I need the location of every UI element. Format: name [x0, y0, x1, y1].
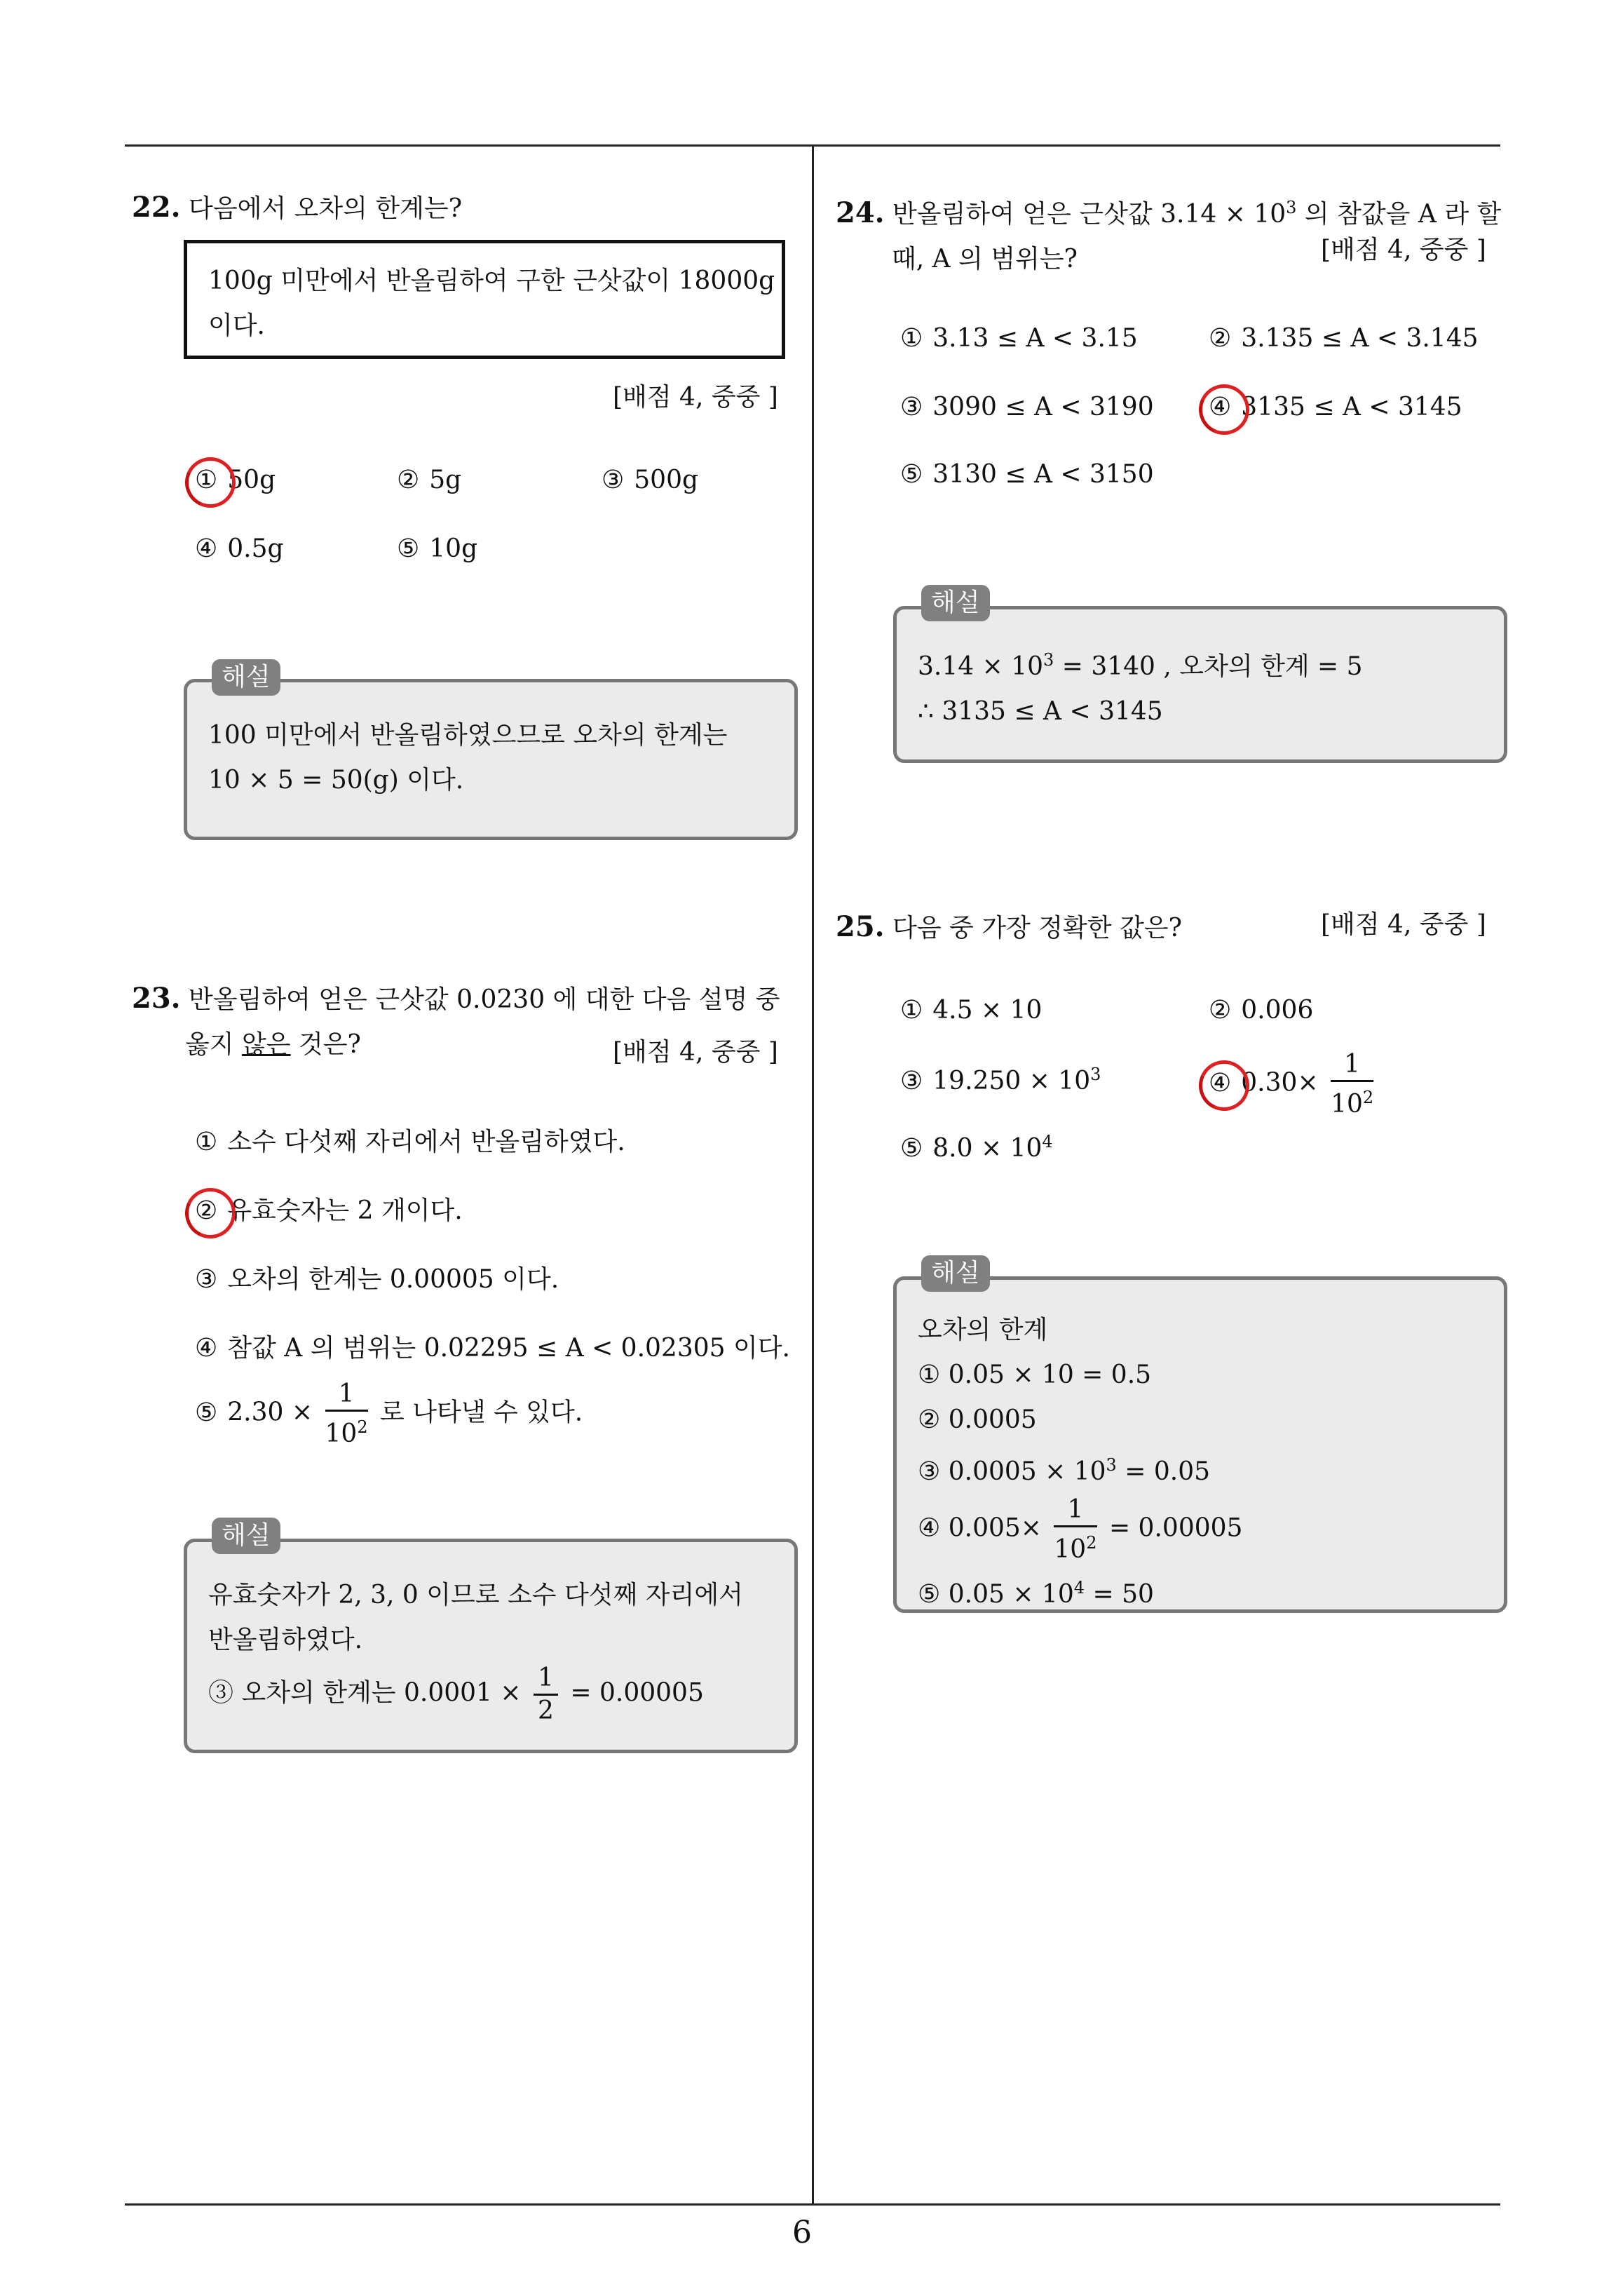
option-text: 2.30 × [227, 1398, 313, 1427]
solution-title: 오차의 한계 [918, 1316, 1048, 1344]
option-text: $8.0 \times 10^4$ [932, 1132, 1053, 1163]
question-text: 때, A 의 범위는? [892, 245, 1078, 274]
solution-text: ① 0.05 × 10 = 0.5 [918, 1360, 1152, 1389]
fraction: $\frac{1}{10^2}$ [325, 1379, 368, 1448]
option-mark: ⑤ [195, 1398, 218, 1427]
solution-box [893, 606, 1507, 763]
solution-text: $3.14 \times 10^3 = 3140$ , 오차의 한계 = 5 [918, 650, 1363, 681]
condition-box [184, 240, 785, 359]
question-number: 22. [132, 191, 181, 224]
option-5[interactable] [900, 460, 1154, 489]
option-text: 로 나타낼 수 있다. [380, 1398, 583, 1427]
points-difficulty: [배점 4, 중중 ] [613, 383, 778, 412]
solution-tag: 해설 [921, 585, 990, 621]
option-2[interactable] [1209, 996, 1313, 1025]
points-difficulty: [배점 4, 중중 ] [1321, 236, 1486, 264]
solution-text: 10 × 5 = 50(g) 이다. [208, 766, 464, 795]
option-text: 0.5g [227, 534, 284, 563]
solution-tag: 해설 [921, 1255, 990, 1292]
option-mark: ① [900, 324, 923, 353]
condition-line: 이다. [208, 311, 265, 340]
bottom-rule [125, 2203, 1500, 2206]
question-22 [132, 185, 798, 231]
condition-line: 100g 미만에서 반올림하여 구한 근삿값이 18000g [208, 266, 775, 295]
answer-mark: ① [195, 466, 217, 494]
question-text: 옳지 [185, 1030, 242, 1059]
option-2[interactable] [195, 1191, 463, 1227]
answer-mark: ④ [1209, 393, 1231, 421]
solution-text: ③ $0.0005 \times 10^3 = 0.05$ [918, 1455, 1211, 1486]
option-mark: ③ [900, 1067, 923, 1095]
option-2[interactable] [1209, 324, 1479, 353]
option-3[interactable] [900, 393, 1154, 421]
option-4[interactable] [1209, 1049, 1378, 1120]
answer-circle-icon [178, 450, 243, 515]
option-1[interactable] [195, 466, 276, 494]
answer-circle-icon [1192, 1053, 1256, 1117]
option-text: 3.135 ≤ A < 3.145 [1241, 324, 1479, 353]
answer-mark: ④ [1209, 1069, 1231, 1098]
solution-tag: 해설 [212, 659, 280, 696]
option-3[interactable] [602, 466, 698, 494]
option-mark: ③ [195, 1265, 218, 1294]
solution-text: ③ 오차의 한계는 0.0001 × $\frac{1}{2}$ = 0.00005 [208, 1663, 704, 1725]
solution-box [184, 679, 798, 840]
points-difficulty: [배점 4, 중중 ] [613, 1038, 778, 1067]
option-1[interactable] [900, 996, 1042, 1025]
question-text: 반올림하여 얻은 근삿값 $3.14 \times 10^3$ 의 참값을 A 라 할 [892, 198, 1502, 229]
column-divider [812, 144, 814, 2205]
option-mark: ④ [195, 1334, 218, 1363]
option-mark: ③ [900, 393, 923, 421]
solution-box [184, 1539, 798, 1753]
solution-text: ∴ 3135 ≤ A < 3145 [918, 697, 1163, 726]
option-mark: ② [1209, 996, 1232, 1025]
question-text: 다음 중 가장 정확한 값은? [892, 914, 1182, 943]
option-1[interactable] [195, 1122, 625, 1158]
question-number: 23. [132, 982, 181, 1015]
option-5[interactable] [195, 1379, 583, 1450]
option-5[interactable] [397, 534, 477, 563]
option-2[interactable] [397, 466, 461, 494]
option-3[interactable] [195, 1260, 559, 1295]
answer-circle-icon [1192, 377, 1256, 442]
option-mark: ② [397, 466, 420, 494]
option-text: 0.30× [1241, 1068, 1319, 1098]
underlined-text: 않은 [242, 1030, 291, 1059]
option-text: 3090 ≤ A < 3190 [932, 393, 1154, 421]
solution-text: ⑤ $0.05 \times 10^4 = 50$ [918, 1578, 1154, 1609]
option-text: 3135 ≤ A < 3145 [1241, 393, 1462, 421]
option-text: 5g [429, 466, 462, 494]
option-text: 500g [634, 466, 699, 494]
solution-box [893, 1276, 1507, 1613]
option-text: 50g [227, 466, 276, 494]
option-mark: ③ [602, 466, 625, 494]
fraction: $\frac{1}{10^2}$ [1331, 1050, 1374, 1119]
option-text: $19.250 \times 10^3$ [932, 1065, 1101, 1095]
option-text: 참값 A 의 범위는 0.02295 ≤ A < 0.02305 이다. [227, 1334, 790, 1363]
fraction: $\frac{1}{2}$ [534, 1663, 558, 1727]
option-text: 소수 다섯째 자리에서 반올림하였다. [227, 1128, 625, 1156]
option-mark: ② [1209, 324, 1232, 353]
answer-mark: ② [195, 1196, 217, 1225]
solution-text: ② 0.0005 [918, 1405, 1037, 1434]
option-text: 10g [429, 534, 478, 563]
question-number: 24. [836, 196, 885, 229]
question-text: 다음에서 오차의 한계는? [189, 194, 462, 223]
option-4[interactable] [1209, 393, 1462, 421]
option-3[interactable] [900, 1065, 1101, 1095]
option-4[interactable] [195, 534, 284, 563]
option-1[interactable] [900, 324, 1138, 353]
option-text: 3.13 ≤ A < 3.15 [932, 324, 1138, 353]
question-text: 반올림하여 얻은 근삿값 0.0230 에 대한 다음 설명 중 [189, 985, 780, 1014]
question-number: 25. [836, 910, 885, 943]
option-text: 유효숫자는 2 개이다. [227, 1196, 463, 1225]
option-mark: ④ [195, 534, 218, 563]
solution-text: 반올림하였다. [208, 1626, 363, 1654]
solution-text: ④ 0.005× $\frac{1}{10^2}$ = 0.00005 [918, 1495, 1243, 1564]
option-text: 4.5 × 10 [932, 996, 1043, 1025]
answer-circle-icon [178, 1181, 243, 1245]
solution-tag: 해설 [212, 1518, 280, 1554]
fraction: $\frac{1}{10^2}$ [1054, 1495, 1097, 1564]
solution-text: 100 미만에서 반올림하였으므로 오차의 한계는 [208, 721, 728, 750]
question-25 [836, 905, 1326, 951]
option-mark: ⑤ [900, 460, 923, 489]
option-text: 0.006 [1241, 996, 1314, 1025]
solution-text: 유효숫자가 2, 3, 0 이므로 소수 다섯째 자리에서 [208, 1581, 743, 1609]
option-text: 오차의 한계는 0.00005 이다. [227, 1265, 559, 1294]
option-mark: ① [900, 996, 923, 1025]
points-difficulty: [배점 4, 중중 ] [1321, 910, 1486, 939]
page-number: 6 [792, 2215, 812, 2250]
option-text: 3130 ≤ A < 3150 [932, 460, 1154, 489]
option-5[interactable] [900, 1132, 1053, 1163]
option-mark: ⑤ [900, 1134, 923, 1163]
option-mark: ① [195, 1128, 218, 1156]
option-4[interactable] [195, 1328, 790, 1364]
option-mark: ⑤ [397, 534, 420, 563]
question-text: 것은? [290, 1030, 361, 1059]
